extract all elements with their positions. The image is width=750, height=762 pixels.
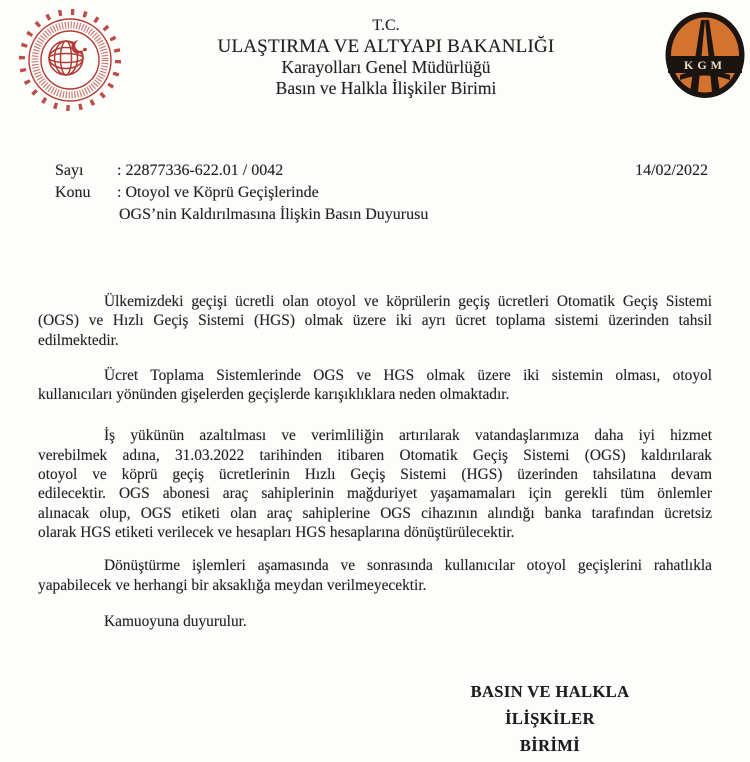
sayi-row <box>55 160 710 182</box>
meta-block <box>55 160 710 226</box>
body-text-line: Ücret Toplama Sistemlerinde OGS ve HGS olmak üzere iki sistemin olması, otoyol <box>104 366 712 384</box>
letterhead <box>140 16 632 98</box>
body-text-line: Ülkemizdeki geçişi ücretli olan otoyol ve köprülerin geçiş ücretleri Otomatik Geçiş Sistemi <box>104 293 712 310</box>
body-text-line: edilmektedir. <box>38 331 119 349</box>
konu-label: Konu <box>55 184 91 201</box>
body-paragraph <box>38 612 712 631</box>
letter-date: 14/02/2022 <box>635 162 708 179</box>
konu-label-spacer <box>55 204 117 226</box>
letterhead-ministry: ULAŞTIRMA VE ALTYAPI BAKANLIĞI <box>217 35 555 57</box>
body-paragraph <box>38 292 712 350</box>
konu-row-continuation <box>55 204 710 226</box>
sayi-label: Sayı <box>55 162 84 179</box>
signature-line1: BASIN VE HALKLA İLİŞKİLER <box>470 682 630 728</box>
sayi-value: : 22877336-622.01 / 0042 <box>117 162 284 179</box>
signature-line2: BİRİMİ <box>519 736 581 755</box>
body-text-line: kullanıcıları yönünden gişelerden geçişlerde karışıklıklara neden olmaktadır. <box>38 386 510 404</box>
body-text-line: edilecektir. OGS abonesi araç sahiplerinin mağduriyet yaşamamaları için gerekli tüm önlemler <box>38 485 712 503</box>
body-paragraph <box>38 556 712 595</box>
body-text-line: Kamuoyuna duyurulur. <box>104 612 247 630</box>
body-paragraphs <box>38 292 712 631</box>
signature-block <box>428 678 672 759</box>
body-text-line: verebilmek adına, 31.03.2022 tarihinden itibaren Otomatik Geçiş Sistemi (OGS) kaldırılarak <box>38 446 712 464</box>
body-text-line: alınacak olup, OGS etiketi olan araç sahiplerine OGS cihazının alındığı banka tarafından ücretsiz <box>38 504 712 522</box>
body-text-line: olarak HGS etiketi verilecek ve hesapları HGS hesaplarına dönüştürülecektir. <box>38 523 515 541</box>
konu-value-line1: : Otoyol ve Köprü Geçişlerinde <box>117 184 319 201</box>
body-text-line: (OGS) ve Hızlı Geçiş Sistemi (HGS) olmak üzere iki ayrı ücret toplama sistemi üzerinden tahsil <box>38 312 712 330</box>
body-text-line: İş yükünün azaltılması ve verimliliğin artırılarak vatandaşlarımıza daha iyi hizmet <box>104 427 712 445</box>
body-text-line: Dönüştürme işlemleri aşamasında ve sonrasında kullanıcılar otoyol geçişlerini rahatlıkla <box>104 557 712 575</box>
konu-row <box>55 182 710 204</box>
body-paragraph <box>38 426 712 542</box>
body-text-line: yapabilecek ve herhangi bir aksaklığa meydan verilmeyecektir. <box>38 576 427 594</box>
kgm-logo-text: KGM <box>684 58 726 72</box>
letterhead-directorate: Karayolları Genel Müdürlüğü <box>281 57 491 77</box>
konu-value-line2: OGS’nin Kaldırılmasına İlişkin Basın Duyurusu <box>119 206 429 223</box>
letterhead-unit: Basın ve Halkla İlişkiler Birimi <box>275 77 497 98</box>
ministry-of-transport-seal-logo <box>16 6 124 114</box>
body-paragraph <box>38 366 712 405</box>
kgm-highway-icon <box>664 11 746 99</box>
kgm-logo <box>664 11 746 99</box>
body-text-line: otoyol ve köprü geçiş ücretlerinin Hızlı Geçiş Sistemi (HGS) üzerinden tahsilatına devam <box>38 466 712 484</box>
letterhead-tc: T.C. <box>372 17 400 34</box>
ministry-seal-icon <box>16 6 124 114</box>
